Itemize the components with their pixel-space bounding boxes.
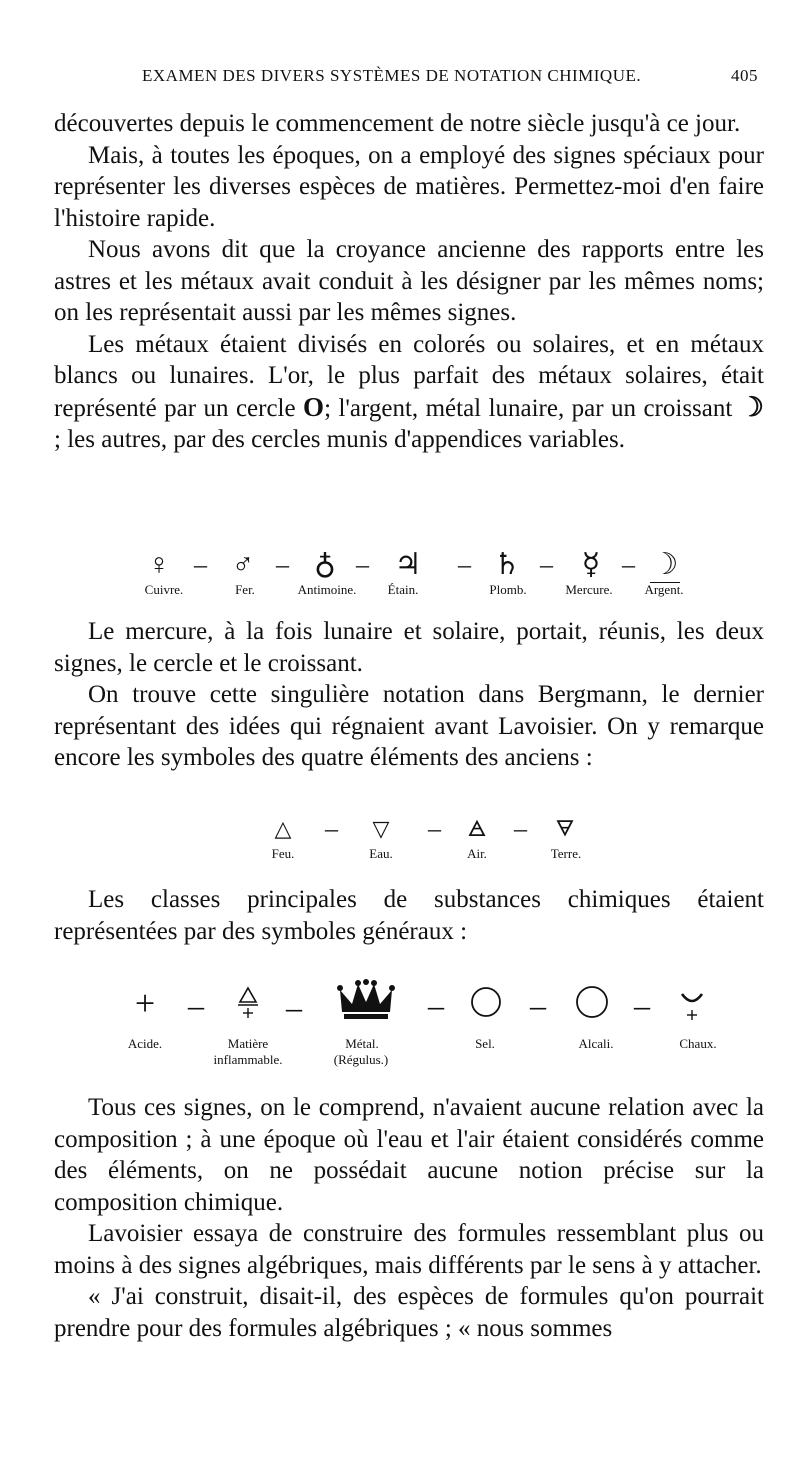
text-block-bottom xyxy=(54,1092,764,1344)
paragraph-4-part-b: ; l'argent, métal lunaire, par un croissant xyxy=(324,394,740,422)
circle-icon xyxy=(468,982,504,1022)
caption-feu: Feu. xyxy=(271,846,295,861)
separator-dash: – xyxy=(276,550,289,579)
saturn-icon: ♄ xyxy=(493,548,521,581)
separator-dash: – xyxy=(634,987,650,1023)
caption-mercure: Mercure. xyxy=(565,582,613,597)
crescent-icon: ☽ xyxy=(739,391,764,422)
mars-icon: ♂ xyxy=(231,548,255,581)
paragraph-6: On trouve cette singulière notation dans Bergmann, le dernier représentant des idées qui régnaient avant Lavoisier. On y remarque encore les symboles des quatre éléments des anciens : xyxy=(54,681,764,771)
separator-dash: – xyxy=(458,550,471,579)
caption-acide: Acide. xyxy=(127,1036,163,1051)
caption-chaux: Chaux. xyxy=(679,1036,717,1051)
separator-dash: – xyxy=(325,814,338,843)
paragraph-5: Le mercure, à la fois lunaire et solaire, portait, réunis, les deux signes, le cercle et le croissant. xyxy=(54,618,764,677)
caption-air: Air. xyxy=(467,846,487,861)
circle-icon xyxy=(574,982,610,1030)
paragraph-10: « J'ai construit, disait-il, des espèces de formules qu'on pourrait prendre pour des formules algébriques ; « nous sommes xyxy=(54,1283,764,1342)
paragraph-8: Tous ces signes, on le comprend, n'avaient aucune relation avec la composition ; à une époque où l'eau et l'air étaient considérés comme des éléments, on ne possédait aucune notion précise sur la composition chimique. xyxy=(54,1094,764,1216)
caption-eau: Eau. xyxy=(369,846,393,861)
crescent-icon: ☽ xyxy=(651,548,679,581)
venus-icon: ♀ xyxy=(147,548,171,581)
separator-dash: – xyxy=(530,987,546,1023)
text-block-middle xyxy=(54,616,764,774)
circle-icon: O xyxy=(303,391,325,422)
crown-icon xyxy=(336,978,396,1022)
circle-icon xyxy=(574,982,610,1022)
caption-terre: Terre. xyxy=(550,846,582,861)
fire-triangle-icon: △ xyxy=(274,816,292,841)
caption-alcali: Alcali. xyxy=(578,1036,614,1051)
separator-dash: – xyxy=(188,987,204,1023)
separator-dash: – xyxy=(286,989,302,1025)
paragraph-1: découvertes depuis le commencement de notre siècle jusqu'à ce jour. xyxy=(54,110,741,137)
caption-fer: Fer. xyxy=(235,582,255,597)
caption-argent: Argent. xyxy=(644,582,684,597)
caption-matiere-line2: inflammable. xyxy=(213,1052,283,1067)
paragraph-9: Lavoisier essaya de construire des formules ressemblant plus ou moins à des signes algébriques, mais différents par le sens à y attacher. xyxy=(54,1220,764,1279)
antimony-icon: ♁ xyxy=(314,548,336,581)
caption-antimoine: Antimoine. xyxy=(297,582,357,597)
paragraph-3: Nous avons dit que la croyance ancienne des rapports entre les astres et les métaux avait conduit à les désigner par les mêmes noms; on les représentait aussi par les mêmes signes. xyxy=(54,236,764,326)
paragraph-4-part-c: ; les autres, par des cercles munis d'appendices variables. xyxy=(54,426,625,453)
paragraph-4-part-a: Les métaux étaient divisés en colorés ou solaires, et en métaux blancs ou lunaires. L'or, le plus parfait des métaux solaires, était représenté par un cercle xyxy=(54,330,764,422)
running-head-title: EXAMEN DES DIVERS SYSTÈMES DE NOTATION CHIMIQUE. xyxy=(142,66,642,85)
caption-matiere: Matière xyxy=(227,1036,269,1051)
water-triangle-icon: ▽ xyxy=(372,816,390,841)
caption-etain: Étain. xyxy=(387,582,419,597)
separator-dash: – xyxy=(194,550,207,579)
text-block-classes-intro xyxy=(54,884,764,947)
caption-plomb: Plomb. xyxy=(489,582,527,597)
air-triangle-icon: 🜁 xyxy=(467,816,487,841)
page-number: 405 xyxy=(731,66,758,85)
text-block-top xyxy=(54,108,764,456)
separator-dash: – xyxy=(428,987,444,1023)
triangle-over-cross-icon xyxy=(228,982,268,1030)
caption-cuivre: Cuivre. xyxy=(144,582,184,597)
triangle-over-cross-icon xyxy=(228,982,268,1022)
separator-dash: – xyxy=(356,550,369,579)
separator-dash: – xyxy=(514,814,527,843)
plus-icon: + xyxy=(134,983,156,1023)
mercury-icon: ☿ xyxy=(581,548,601,581)
separator-dash: – xyxy=(540,550,553,579)
separator-dash: – xyxy=(622,550,635,579)
paragraph-4 xyxy=(54,329,764,456)
caption-metal: Métal. xyxy=(345,1036,379,1051)
paragraph-2: Mais, à toutes les époques, on a employé des signes spéciaux pour représenter les diverses espèces de matières. Permettez-moi d'en faire l'histoire rapide. xyxy=(54,141,764,232)
caption-sel: Sel. xyxy=(475,1036,495,1051)
bowl-over-cross-icon xyxy=(674,984,710,1024)
circle-icon xyxy=(468,982,504,1030)
separator-dash: – xyxy=(428,814,441,843)
paragraph-7: Les classes principales de substances chimiques étaient représentées par des symboles généraux : xyxy=(54,886,764,945)
bowl-over-cross-icon xyxy=(674,984,710,1032)
jupiter-icon: ♃ xyxy=(394,548,422,581)
crown-icon xyxy=(336,978,396,1030)
earth-triangle-icon: 🜃 xyxy=(555,816,575,841)
caption-metal-line2: (Régulus.) xyxy=(333,1052,389,1067)
